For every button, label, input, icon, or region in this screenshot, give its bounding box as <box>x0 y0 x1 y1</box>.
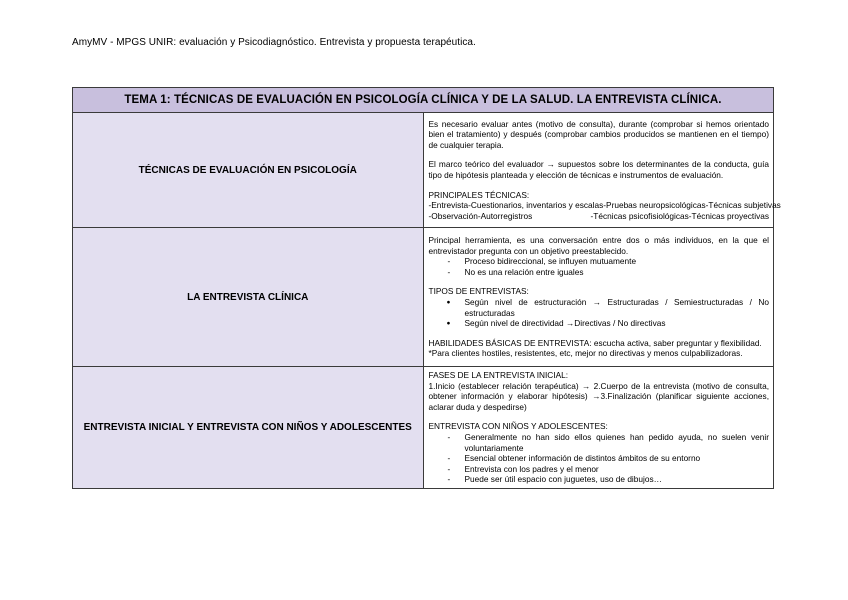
table-row <box>73 228 774 367</box>
skills-text: HABILIDADES BÁSICAS DE ENTREVISTA: escucha activa, saber preguntar y flexibilidad. <box>428 337 762 348</box>
list-item: - Proceso bidireccional, se influyen mutuamente <box>429 256 770 267</box>
row-content <box>423 228 774 367</box>
row-label: ENTREVISTA INICIAL Y ENTREVISTA CON NIÑOS Y ADOLESCENTES <box>73 367 424 489</box>
technique-item: -Entrevista <box>428 200 469 211</box>
row-label: TÉCNICAS DE EVALUACIÓN EN PSICOLOGÍA <box>73 113 424 228</box>
technique-item: -Técnicas subjetivas <box>705 200 781 211</box>
kids-heading: ENTREVISTA CON NIÑOS Y ADOLESCENTES: <box>428 421 608 432</box>
kids-list <box>429 432 770 485</box>
types-list <box>429 297 770 329</box>
row-content <box>423 113 781 228</box>
phases-text: 1.Inicio (establecer relación terapéutica) → 2.Cuerpo de la entrevista (motivo de consulta, obtener información y elaborar hipótesis) →3.Finalización (planificar siguiente acciones, aclarar duda y despedirse) <box>428 380 769 412</box>
types-heading: TIPOS DE ENTREVISTAS: <box>428 286 529 297</box>
techniques-row <box>428 200 781 211</box>
table-row <box>73 367 774 489</box>
table-row <box>73 113 774 228</box>
page-header: AmyMV - MPGS UNIR: evaluación y Psicodiagnóstico. Entrevista y propuesta terapéutica. <box>72 37 476 48</box>
list-item: - Generalmente no han sido ellos quienes han pedido ayuda, no suelen venir voluntariamente <box>429 432 770 453</box>
technique-item: -Técnicas proyectivas <box>688 210 769 221</box>
technique-item: -Autorregistros <box>477 210 533 221</box>
table-title: TEMA 1: TÉCNICAS DE EVALUACIÓN EN PSICOLOGÍA CLÍNICA Y DE LA SALUD. LA ENTREVISTA CLÍNICA. <box>73 88 774 113</box>
list-item: - Esencial obtener información de distintos ámbitos de su entorno <box>429 453 770 464</box>
phases-heading: FASES DE LA ENTREVISTA INICIAL: <box>428 370 569 380</box>
technique-item: -Observación <box>428 210 478 221</box>
technique-item: -Cuestionarios, inventarios y escalas <box>468 200 604 211</box>
list-item: - No es una relación entre iguales <box>429 267 770 278</box>
list-item: ● Según nivel de directividad →Directivas / No directivas <box>429 318 770 329</box>
list-item: - Entrevista con los padres y el menor <box>429 464 770 475</box>
paragraph: Es necesario evaluar antes (motivo de consulta), durante (comprobar si hemos orientado bien el tratamiento) y después (comprobar cambios producidos se mantienen en el tiempo) de cualquier terapia. <box>428 118 769 150</box>
feature-list <box>429 256 770 277</box>
row-label: LA ENTREVISTA CLÍNICA <box>73 228 424 367</box>
paragraph: Principal herramienta, es una conversación entre dos o más individuos, en la que el entrevistador pregunta con un objetivo preestablecido. <box>428 235 769 256</box>
technique-item: -Técnicas psicofisiológicas <box>590 210 689 221</box>
technique-item: -Pruebas neuropsicológicas <box>603 200 706 211</box>
list-item: - Puede ser útil espacio con juguetes, uso de dibujos… <box>429 474 770 485</box>
note-text: *Para clientes hostiles, resistentes, etc, mejor no directivas y menos culpabilizadoras. <box>428 348 743 359</box>
paragraph: El marco teórico del evaluador → supuestos sobre los determinantes de la conducta, guía tipo de hipótesis planteada y elección de técnicas e instrumentos de evaluación. <box>428 159 769 180</box>
title-row <box>73 88 774 113</box>
techniques-row <box>429 211 770 222</box>
row-content <box>423 367 774 489</box>
list-item: ● Según nivel de estructuración → Estructuradas / Semiestructuradas / No estructuradas <box>429 297 770 318</box>
summary-table <box>72 87 781 489</box>
techniques-heading: PRINCIPALES TÉCNICAS: <box>428 189 530 200</box>
